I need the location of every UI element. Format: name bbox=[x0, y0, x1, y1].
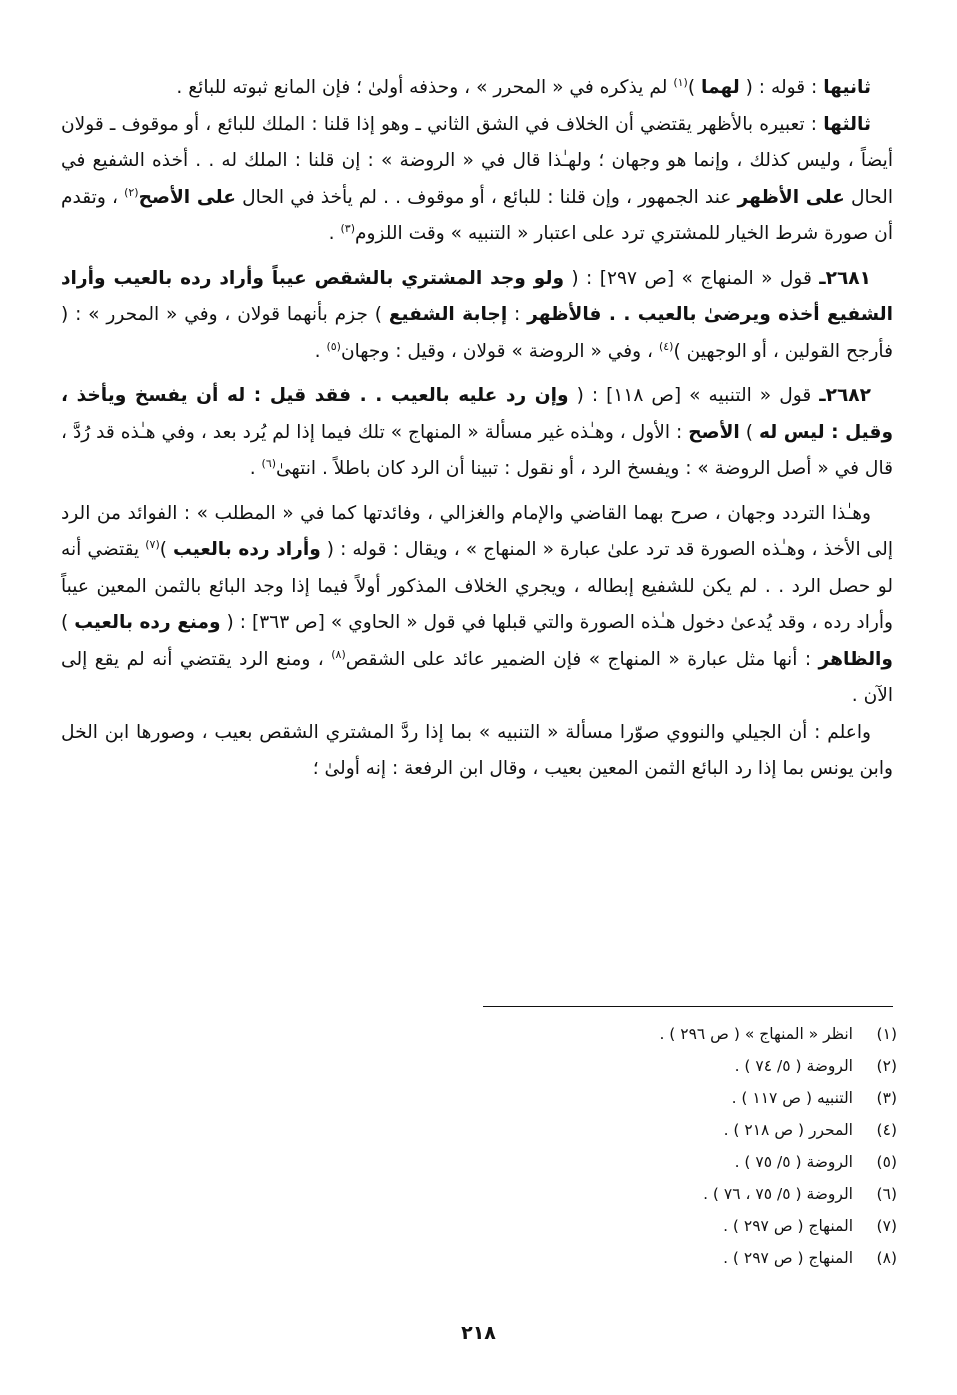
footnote bbox=[377, 1018, 897, 1050]
paragraph bbox=[61, 261, 893, 371]
bold-text: وإن رد عليه بالعيب . . فقد قيل : له أن يفسخ ويأخذ ، وقيل : ليس له bbox=[61, 385, 893, 443]
text-run: . bbox=[314, 340, 327, 362]
footnote bbox=[377, 1146, 897, 1178]
footnote-number: (٦) bbox=[876, 1185, 897, 1203]
footnote-number: (٥) bbox=[876, 1153, 897, 1171]
footnote-ref: (٤) bbox=[658, 339, 674, 353]
text-run: : الأول ، وهـٰذه غير مسألة « المنهاج » تلك فيما إذا لم يُرد بعد ، وفي هـٰذه قد رُدَّ ، قال في « أصل الروضة » : ويفسخ الرد ، أو نقول : تبينا أن الرد كان باطلاً . انتهىٰ bbox=[61, 421, 893, 479]
text-run: واعلم : أن الجيلي والنووي صوّرا مسألة « التنبيه » بما إذا ردَّ المشتري الشقص بعيب ، وصورها ابن الخل وابن يونس بما إذا رد البائع الثمن المعين بعيب ، وقال ابن الرفعة : إنه أولىٰ ؛ bbox=[61, 721, 893, 779]
bold-text: على الأصح bbox=[138, 186, 236, 208]
text-run: قول « المنهاج » [ص ٢٩٧] : ( bbox=[564, 267, 820, 289]
footnote-ref: (٥) bbox=[326, 339, 341, 353]
bold-text: ٢٦٨٢ـ bbox=[819, 385, 871, 406]
footnote-number: (٢) bbox=[876, 1057, 897, 1075]
bold-text: ٢٦٨١ـ bbox=[819, 267, 872, 289]
bold-text: إجابة الشفيع bbox=[388, 304, 508, 325]
text-run: وهـٰذا التردد وجهان ، صرح بهما القاضي والإمام والغزالي ، وفائدتها كما في « المطلب » : الفوائد من الرد إلى الأخذ ، وهـٰذه الصورة قد ترد علىٰ عبارة « المنهاج » ، ويقال : قوله : ( bbox=[61, 502, 893, 560]
bold-text: ومنع رده بالعيب bbox=[74, 612, 221, 633]
text-run: ) bbox=[159, 539, 174, 560]
footnote bbox=[377, 1082, 897, 1114]
footnotes-list bbox=[377, 1018, 897, 1274]
paragraph bbox=[61, 715, 893, 788]
text-run: : تعبيره بالأظهر يقتضي أن الخلاف في الشق الثاني ـ وهو إذا قلنا : الملك للبائع ، أو موقوف ـ قولان أيضاً ، وليس كذلك ، وإنما هو وجهان ؛ ولهـٰذا قال في « الروضة » : إن قلنا : الملك له . . أخذه الشفيع في الحال bbox=[61, 113, 893, 208]
footnote-text: الروضة ( ٥/ ٧٥ ) . bbox=[734, 1153, 853, 1171]
footnote-number: (٤) bbox=[876, 1121, 897, 1139]
bold-text: والظاهر bbox=[818, 648, 893, 670]
footnote-number: (٧) bbox=[876, 1217, 897, 1235]
bold-text: ثانيها bbox=[823, 77, 871, 98]
main-text bbox=[61, 70, 893, 788]
footnote bbox=[377, 1178, 897, 1210]
text-run: ، ومنع الرد يقتضي أنه لم يقع إلى الآن . bbox=[61, 648, 893, 706]
footnote-ref: (٧) bbox=[145, 537, 160, 551]
footnote-text: المنهاج ( ص ٢٩٧ ) . bbox=[723, 1217, 853, 1235]
text-run: ) bbox=[61, 612, 75, 633]
footnote-text: المحرر ( ص ٢١٨ ) . bbox=[723, 1121, 853, 1139]
paragraph bbox=[61, 378, 893, 488]
footnote-ref: (٦) bbox=[261, 456, 277, 470]
footnote-text: انظر « المنهاج » ( ص ٢٩٦ ) . bbox=[659, 1025, 853, 1043]
footnote-number: (٣) bbox=[876, 1089, 897, 1107]
text-run: : أنها مثل عبارة « المنهاج » فإن الضمير عائد على الشقص bbox=[345, 648, 819, 670]
footnote bbox=[377, 1242, 897, 1274]
text-run: : bbox=[507, 304, 528, 325]
bold-text: ثالثها bbox=[823, 113, 871, 135]
footnote-text: الروضة ( ٥/ ٧٥ ، ٧٦ ) . bbox=[703, 1185, 853, 1203]
footnote bbox=[377, 1050, 897, 1082]
footnote-text: المنهاج ( ص ٢٩٧ ) . bbox=[723, 1249, 853, 1267]
paragraph bbox=[61, 496, 893, 715]
text-run: : قوله : ( bbox=[739, 77, 824, 98]
paragraph bbox=[61, 107, 893, 253]
text-run: ، وتقدم أن صورة شرط الخيار للمشتري ترد على اعتبار « التنبيه » وقت اللزوم bbox=[61, 186, 893, 244]
bold-text: على الأظهر bbox=[737, 186, 845, 208]
text-run: قول « التنبيه » [ص ١١٨] : ( bbox=[568, 385, 820, 406]
bold-text: الأصح bbox=[688, 421, 740, 443]
text-run: ) جزم بأنهما قولان ، وفي « المحرر » : ( فأرجح القولين ، أو الوجهين ) bbox=[61, 304, 893, 362]
footnote-number: (٨) bbox=[876, 1249, 897, 1267]
page-number: ٢١٨ bbox=[461, 1322, 496, 1344]
footnote-number: (١) bbox=[876, 1025, 897, 1043]
text-run: عند الجمهور ، وإن قلنا : للبائع ، أو موقوف . . لم يأخذ في الحال bbox=[235, 186, 738, 208]
bold-text: وأراد رده بالعيب bbox=[173, 539, 321, 560]
footnote-ref: (١) bbox=[673, 75, 688, 89]
footnote-text: التنبيه ( ص ١١٧ ) . bbox=[731, 1089, 853, 1107]
text-run: ) bbox=[687, 77, 702, 98]
footnote bbox=[377, 1114, 897, 1146]
bold-text: ولو وجد المشتري بالشقص عيباً وأراد رده بالعيب وأراد الشفيع أخذه ويرضىٰ بالعيب . . فالأظهر bbox=[61, 267, 893, 325]
text-run: ) bbox=[739, 421, 759, 443]
text-run: ، وفي « الروضة » قولان ، وقيل : وجهان bbox=[340, 340, 659, 362]
text-run: يقتضي أنه لو حصل الرد . . لم يكن للشفيع إبطاله ، ويجري الخلاف المذكور أولاً فيما إذا وجد البائع بالثمن المعين عيباً وأراد رده ، وقد يُدعىٰ دخول هـٰذه الصورة والتي قبلها في قول « الحاوي » [ص ٣٦٣] : ( bbox=[61, 539, 893, 633]
paragraph bbox=[61, 70, 893, 107]
text-run: لم يذكره في « المحرر » ، وحذفه أولىٰ ؛ فإن المانع ثبوته للبائع . bbox=[176, 77, 674, 98]
text-run: . bbox=[249, 458, 262, 479]
footnote-ref: (٢) bbox=[124, 185, 139, 199]
footnote bbox=[377, 1210, 897, 1242]
footnote-ref: (٣) bbox=[340, 221, 355, 235]
text-run: . bbox=[328, 223, 341, 244]
footnote-ref: (٨) bbox=[331, 647, 346, 661]
footnote-separator bbox=[483, 1006, 893, 1007]
bold-text: لهما bbox=[701, 77, 740, 98]
footnote-text: الروضة ( ٥/ ٧٤ ) . bbox=[734, 1057, 853, 1075]
